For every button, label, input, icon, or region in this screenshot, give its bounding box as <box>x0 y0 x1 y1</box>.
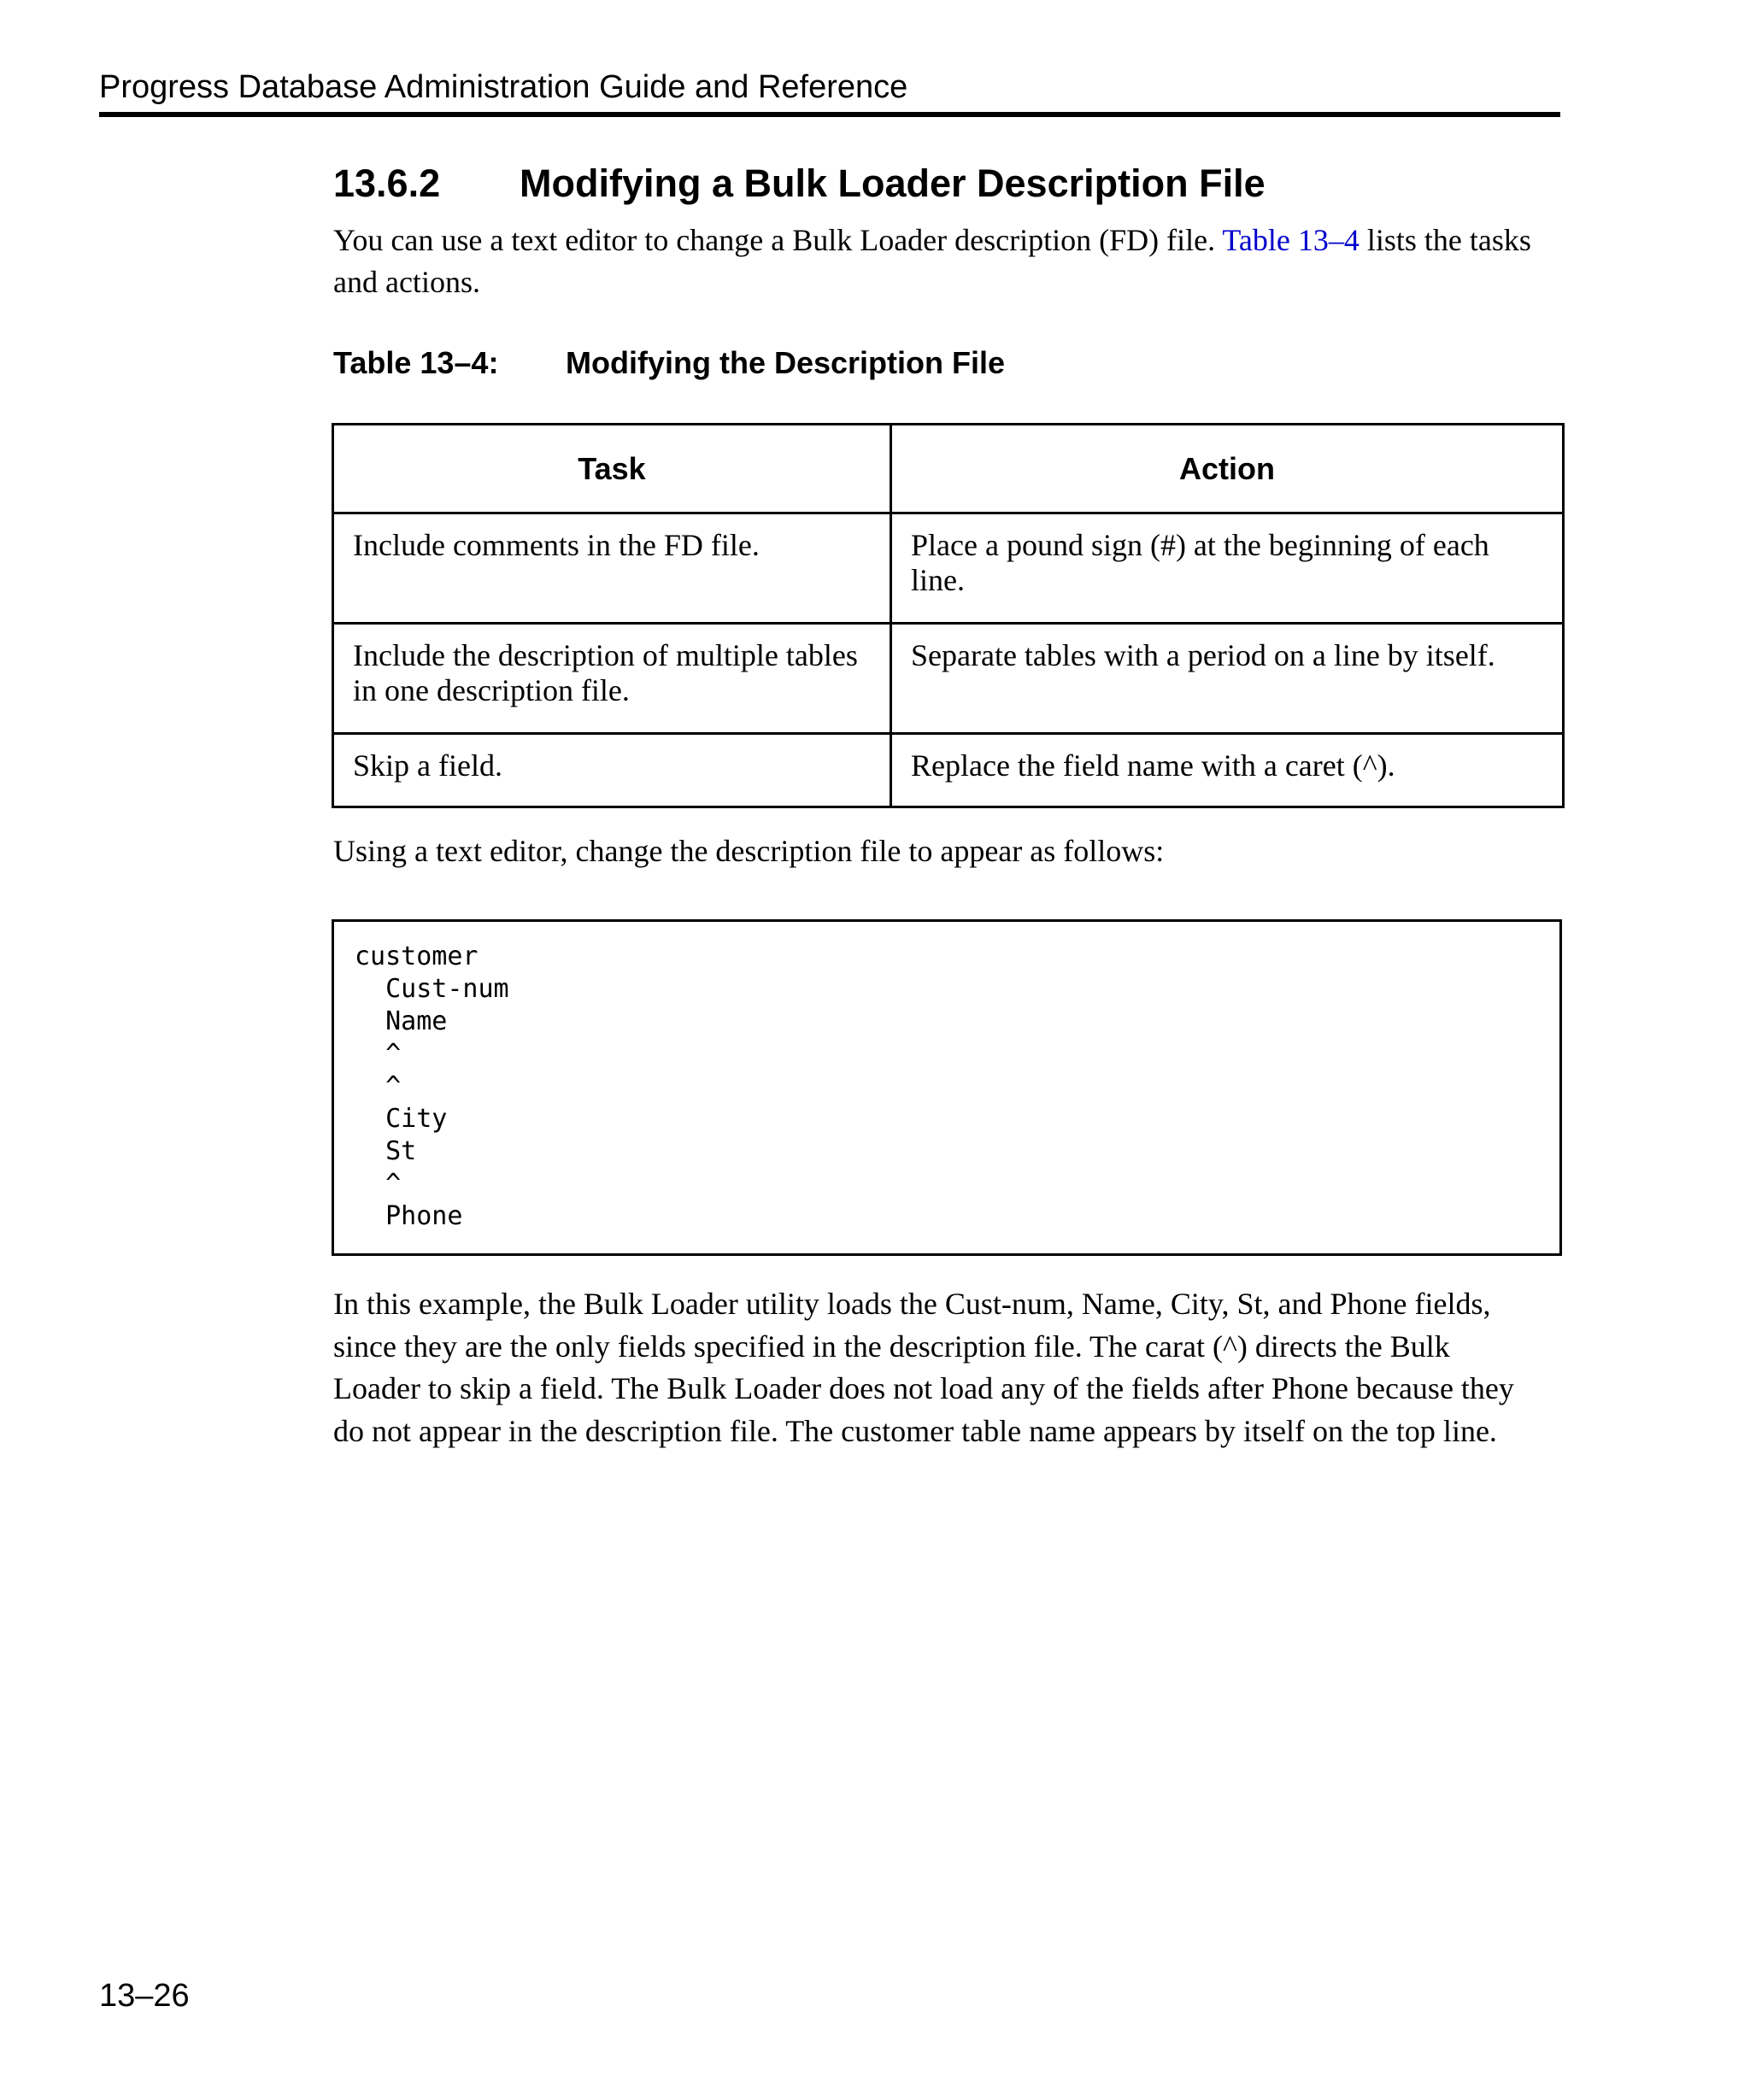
table-row <box>333 513 1564 624</box>
section-heading <box>333 161 1266 207</box>
table-row <box>333 734 1564 807</box>
header-rule <box>99 112 1560 117</box>
task-cell: Skip a field. <box>333 734 891 807</box>
paragraph-line: do not appear in the description file. The customer table name appears by itself on the top line. <box>333 1413 1497 1448</box>
section-title: Modifying a Bulk Loader Description File <box>520 161 1266 205</box>
paragraph-line: Loader to skip a field. The Bulk Loader does not load any of the fields after Phone because they <box>333 1371 1514 1405</box>
instruction-paragraph: Using a text editor, change the description file to appear as follows: <box>333 834 1165 868</box>
closing-paragraph <box>333 1283 1572 1452</box>
code-line: ^ <box>355 1169 402 1199</box>
table-header-row <box>333 425 1564 513</box>
code-line: City <box>355 1104 448 1134</box>
intro-text-start: You can use a text editor to change a Bulk Loader description (FD) file. <box>333 223 1223 257</box>
intro-text-end: lists the tasks and actions. <box>333 223 1531 299</box>
code-line: customer <box>355 941 479 971</box>
code-example-box <box>332 919 1562 1256</box>
action-cell: Separate tables with a period on a line by itself. <box>891 624 1564 734</box>
action-cell: Place a pound sign (#) at the beginning of each line. <box>891 513 1564 624</box>
table-caption-title: Modifying the Description File <box>566 345 1006 380</box>
task-cell: Include comments in the FD file. <box>333 513 891 624</box>
code-line: Phone <box>355 1201 463 1231</box>
table-caption-number: Table 13–4: <box>333 345 499 380</box>
task-cell: Include the description of multiple tables in one description file. <box>333 624 891 734</box>
section-number: 13.6.2 <box>333 161 441 205</box>
code-line: ^ <box>355 1039 402 1069</box>
running-header: Progress Database Administration Guide and Reference <box>99 69 908 105</box>
table-caption <box>333 343 1005 383</box>
page-number: 13–26 <box>99 1978 190 2014</box>
code-line: St <box>355 1136 417 1166</box>
table-cross-reference-link[interactable]: Table 13–4 <box>1222 223 1359 257</box>
paragraph-line: In this example, the Bulk Loader utility loads the Cust-num, Name, City, St, and Phone fields, <box>333 1287 1491 1321</box>
intro-paragraph <box>333 220 1564 303</box>
action-cell: Replace the field name with a caret (^). <box>891 734 1564 807</box>
task-action-table <box>332 423 1565 808</box>
code-line: Name <box>355 1006 448 1036</box>
paragraph-line: since they are the only fields specified in the description file. The carat (^) directs the Bulk <box>333 1329 1450 1364</box>
column-header-action: Action <box>891 425 1564 513</box>
column-header-task: Task <box>333 425 891 513</box>
table-row <box>333 624 1564 734</box>
code-line: ^ <box>355 1071 402 1101</box>
code-line: Cust-num <box>355 974 509 1004</box>
